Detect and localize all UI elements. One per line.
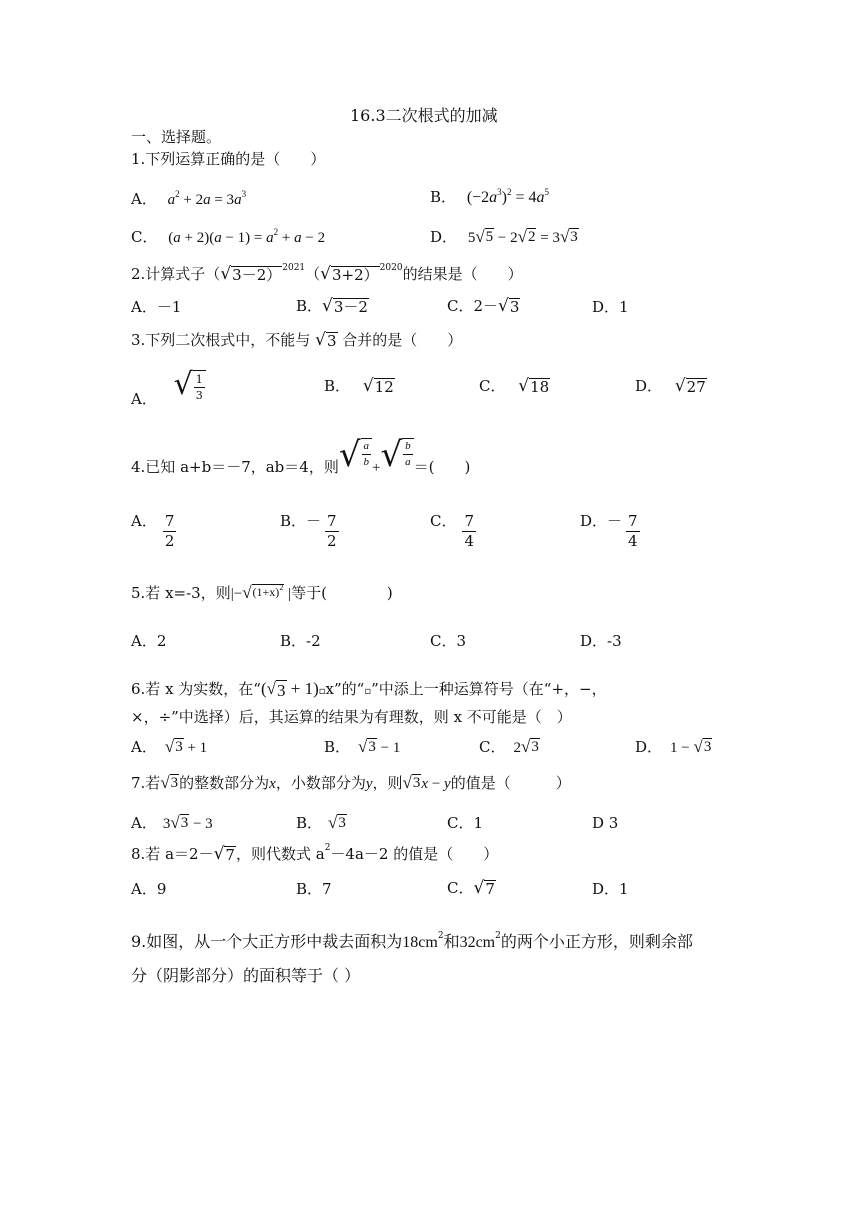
choice-a: A．－1 xyxy=(131,298,182,316)
choice-b: B． √ 3 − 1 xyxy=(324,737,401,756)
choice-b: B． √ 3 xyxy=(296,813,346,832)
choice-c: C．2－ √ 3 xyxy=(447,296,520,316)
choice-c: C．1 xyxy=(447,814,484,832)
choice-label: D． xyxy=(430,228,458,246)
choice-c: C．3 xyxy=(430,632,467,650)
question-stem: 1.下列运算正确的是（ ） xyxy=(131,150,326,168)
choice-c: C． $(a + 2)(a - 1) = a^2 + a - 2$ xyxy=(131,227,326,246)
section-heading: 一、选择题。 xyxy=(131,128,222,146)
choice-d: D．1 xyxy=(592,880,629,898)
question-stem: 2.计算式子（ √ 3－2） $^{2021}$（ √ 3+2） $^{2020}$的结果是（ ） xyxy=(131,263,523,284)
choice-label: A． xyxy=(131,190,157,208)
choice-b: B． $(-2a^3)^2 = 4a^5$ xyxy=(430,187,550,206)
choice-a: A． √ 3 + 1 xyxy=(131,737,208,756)
question-stem-line-1: 6.若 x 为实数，在“( √ 3 + 1)▫x”的“▫”中添上一种运算符号（在“+，−， xyxy=(131,679,607,700)
choice-b: B．－ $\frac{7}{2}$ xyxy=(280,511,337,550)
choice-c: C． √ 18 xyxy=(479,376,550,396)
choice-b: B．7 xyxy=(296,880,332,898)
choice-c: C． $\frac{7}{4}$ xyxy=(430,511,475,550)
question-stem-line-1: 9.如图，从一个大正方形中裁去面积为$18cm^2$和$32cm^2$的两个小正方形，则剩余部 xyxy=(131,931,693,951)
choice-a: A．2 xyxy=(131,632,167,650)
question-stem: 4.已知 a+b＝－7，ab＝4，则 √ $\frac{a}{b}$ + √ $\frac{b}{a}$ ＝( ) xyxy=(131,435,471,476)
choice-c: C． 2 √ 3 xyxy=(479,737,539,756)
choice-d: D．－ $\frac{7}{4}$ xyxy=(580,511,638,550)
page-title: 16.3二次根式的加减 xyxy=(350,106,498,125)
choice-b: B． √ 3－2 xyxy=(296,296,368,316)
choice-label: B． xyxy=(430,188,457,206)
choice-a: A． $\frac{7}{2}$ xyxy=(131,511,175,550)
choice-b: B． √ 12 xyxy=(324,376,394,396)
choice-d: D． 5 √ 5 − 2 √ 2 = 3 √ 3 xyxy=(430,227,578,246)
choice-a: A． √ $\frac{1}{3}$ xyxy=(131,370,206,401)
choice-d: D．-3 xyxy=(580,632,622,650)
question-stem: 8.若 a＝2－ √ 7 ，则代数式 $a^2-4a-2$ 的值是（ ） xyxy=(131,843,499,864)
choice-d: D．1 xyxy=(592,298,629,316)
question-stem: 7.若 √ 3 的整数部分为x，小数部分为y，则 √ 3 x − y的值是（ ） xyxy=(131,773,571,792)
choice-a: A． 3 √ 3 − 3 xyxy=(131,813,213,832)
question-stem: 5.若 x=-3，则|− √ $(1+x)^2$ |等于( ) xyxy=(131,583,393,602)
question-stem-line-2: ×，÷”中选择）后，其运算的结果为有理数，则 x 不可能是（ ） xyxy=(131,708,572,726)
choice-d: D 3 xyxy=(592,814,619,832)
question-stem-line-2: 分（阴影部分）的面积等于（ ） xyxy=(131,966,361,985)
choice-d: D． 1 − √ 3 xyxy=(635,737,712,756)
choice-a: A．9 xyxy=(131,880,167,898)
choice-a: A． $a^2 + 2a = 3a^3$ xyxy=(131,189,247,208)
choice-d: D． √ 27 xyxy=(635,376,706,396)
choice-c: C． √ 7 xyxy=(447,878,495,898)
choice-label: C． xyxy=(131,228,158,246)
choice-b: B．-2 xyxy=(280,632,321,650)
question-stem: 3.下列二次根式中，不能与 √ 3 合并的是（ ） xyxy=(131,330,463,350)
